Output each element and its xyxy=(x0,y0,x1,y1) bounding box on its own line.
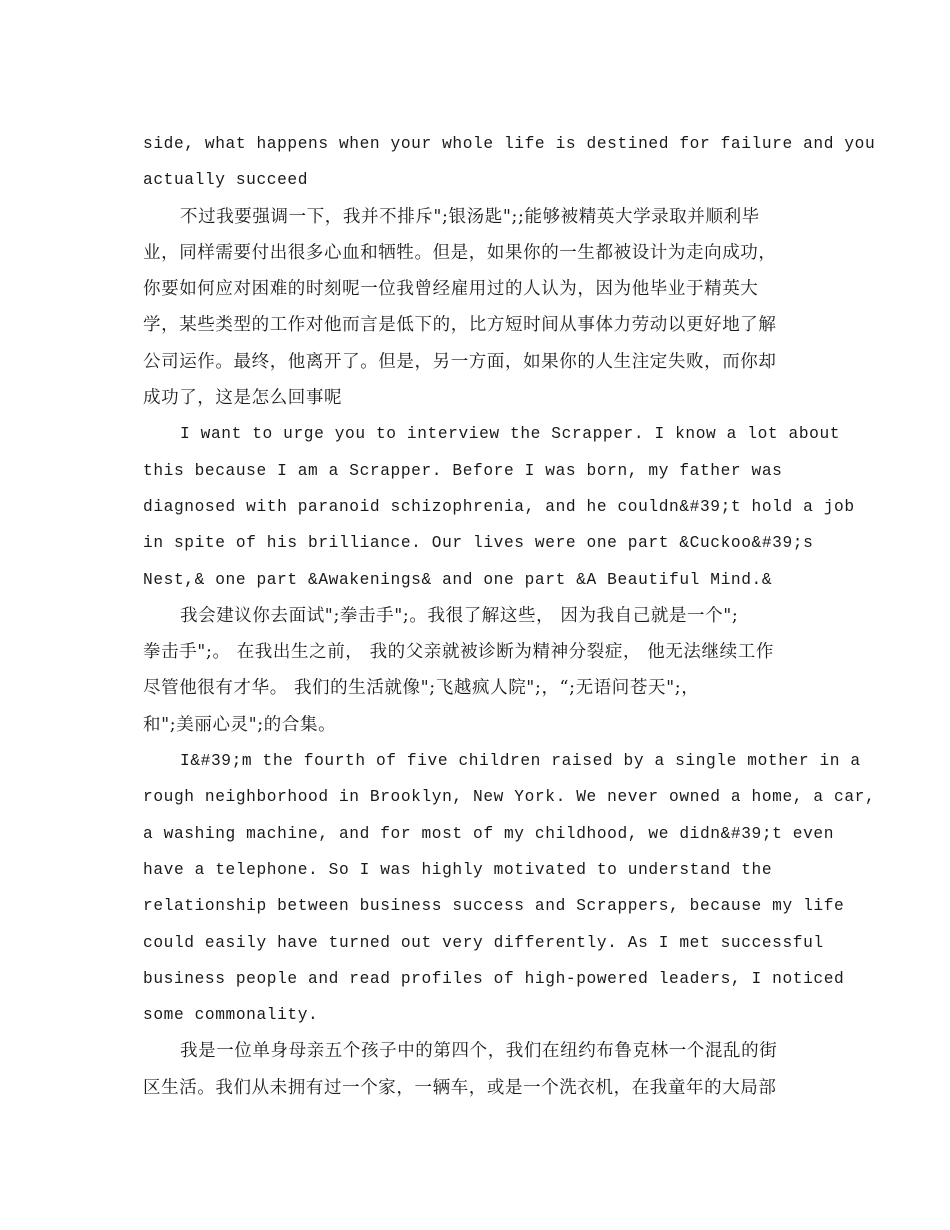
paragraph xyxy=(143,1033,808,1106)
text-line: some commonality. xyxy=(143,1006,319,1025)
paragraph xyxy=(143,743,876,1033)
text-line: relationship between business success and Scrappers, because my life xyxy=(143,897,845,916)
text-line: side, what happens when your whole life is destined for failure and you xyxy=(143,135,876,153)
text-line: 我是一位单身母亲五个孩子中的第四个，我们在纽约布鲁克林一个混乱的街 xyxy=(180,1041,778,1062)
paragraph xyxy=(143,598,808,743)
text-line: diagnosed with paranoid schizophrenia, and he couldn&#39;t hold a job xyxy=(143,497,855,516)
text-line: 区生活。我们从未拥有过一个家，一辆车，或是一个洗衣机，在我童年的大局部 xyxy=(143,1077,777,1098)
text-line: in spite of his brilliance. Our lives were one part &Cuckoo&#39;s xyxy=(143,534,814,553)
text-line: 和";美丽心灵";的合集。 xyxy=(143,714,337,735)
text-line: actually succeed xyxy=(143,171,309,190)
text-line: 业，同样需要付出很多心血和牺牲。但是，如果你的一生都被设计为走向成功， xyxy=(143,242,777,263)
text-line: 拳击手";。 在我出生之前， 我的父亲就被诊断为精神分裂症， 他无法继续工作 xyxy=(143,642,774,663)
text-line: this because I am a Scrapper. Before I was born, my father was xyxy=(143,461,783,480)
text-line: Nest,& one part &Awakenings& and one part &A Beautiful Mind.& xyxy=(143,570,773,589)
text-line: a washing machine, and for most of my childhood, we didn&#39;t even xyxy=(143,824,835,843)
document-body xyxy=(143,126,876,1106)
text-line: business people and read profiles of high-powered leaders, I noticed xyxy=(143,969,845,988)
text-line: 尽管他很有才华。 我们的生活就像";飞越疯人院";，“;无语问苍天";， xyxy=(143,678,700,699)
text-line: 我会建议你去面试";拳击手";。我很了解这些， 因为我自己就是一个"; xyxy=(180,605,739,626)
text-line: I want to urge you to interview the Scrapper. I know a lot about xyxy=(180,425,841,444)
paragraph xyxy=(143,126,876,199)
text-line: rough neighborhood in Brooklyn, New York. We never owned a home, a car, xyxy=(143,788,876,807)
text-line: I&#39;m the fourth of five children raised by a single mother in a xyxy=(180,752,861,771)
text-line: have a telephone. So I was highly motivated to understand the xyxy=(143,860,773,879)
paragraph xyxy=(143,199,808,417)
paragraph xyxy=(143,416,855,597)
text-line: could easily have turned out very differently. As I met successful xyxy=(143,933,824,952)
text-line: 不过我要强调一下，我并不排斥";银汤匙";;能够被精英大学录取并顺利毕 xyxy=(180,206,760,227)
text-line: 你要如何应对困难的时刻呢一位我曾经雇用过的人认为，因为他毕业于精英大 xyxy=(143,279,759,300)
text-line: 学，某些类型的工作对他而言是低下的，比方短时间从事体力劳动以更好地了解 xyxy=(143,315,777,336)
text-line: 公司运作。最终，他离开了。但是，另一方面，如果你的人生注定失败，而你却 xyxy=(143,351,777,372)
text-line: 成功了，这是怎么回事呢 xyxy=(143,388,343,409)
